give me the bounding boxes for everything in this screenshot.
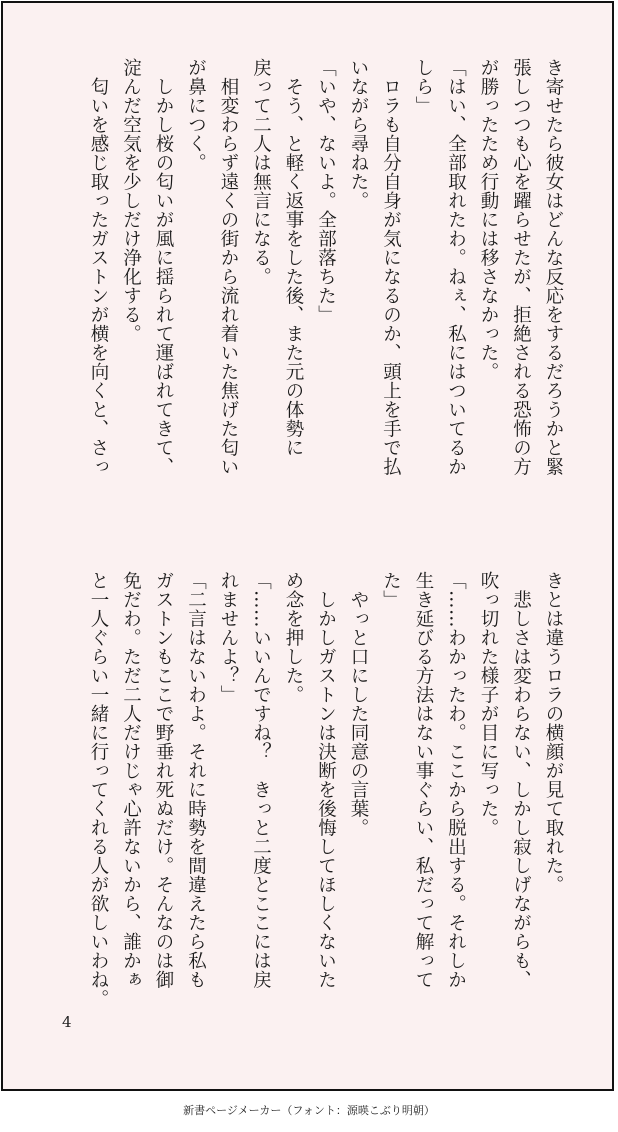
text-line: 「……いいんですね？ きっと二度とここには戻 [250,571,272,989]
text-line: が鼻につく。 [185,58,207,172]
text-line: 「いや、ないよ。全部落ちた」 [315,58,337,324]
text-line: と一人ぐらい一緒に行ってくれる人が欲しいわね。 [88,571,109,1008]
text-line: が勝ったため行動には移さなかった。 [478,58,499,381]
text-line: 相変わらず遠くの街から流れ着いた焦げた匂い [218,58,239,476]
text-line: 戻って二人は無言になる。 [250,58,272,286]
text-line: ガストンもここで野垂れ死ぬだけ。そんなのは御 [153,571,174,989]
text-line: しかしガストンは決断を後悔してほしくないた [315,571,337,989]
text-line: 張しつつも心を躍らせたが、拒絶される恐怖の方 [510,58,532,476]
lower-text-block [29,571,569,1031]
upper-text-block [29,58,569,518]
text-line: そう、と軽く返事をした後、また元の体勢に [283,58,304,457]
text-line: やっと口にした同意の言葉。 [348,571,369,837]
text-line: れませんよ？」 [218,571,239,704]
text-line: 吹っ切れた様子が目に写った。 [478,571,499,837]
text-line: きとは違うロラの横顔が見て取れた。 [543,571,564,894]
text-line: 淀んだ空気を少しだけ浄化する。 [120,58,142,343]
text-line: 生き延びる方法はない事ぐらい、私だって解って [413,571,434,989]
text-line: 悲しさは変わらない、しかし寂しげながらも、 [510,571,532,989]
footer-credit: 新書ページメーカー（フォント：源暎こぶり明朝） [183,1104,435,1117]
text-line: 「……わかったわ。ここから脱出する。それしか [445,571,467,989]
text-line: 「二言はないわよ。それに時勢を間違えたら私も [185,571,207,989]
text-line: 免だわ。ただ二人だけじゃ心許ないから、誰かぁ [120,571,142,989]
text-line: 「はい、全部取れたわ。ねぇ、私にはついてるか [445,58,467,476]
text-line: き寄せたら彼女はどんな反応をするだろうかと緊 [543,58,564,476]
text-line: 匂いを感じ取ったガストンが横を向くと、さっ [88,58,109,476]
text-line: ロラも自分自身が気になるのか、頭上を手で払 [380,58,402,476]
text-line: め念を押した。 [283,571,304,704]
text-line: しかし桜の匂いが風に揺られて運ばれてきて、 [153,58,174,476]
text-line: しら」 [413,58,434,115]
text-line: た」 [380,571,402,609]
text-line: いながら尋ねた。 [348,58,369,210]
page-number: 4 [62,1013,72,1031]
book-page [1,1,614,1091]
